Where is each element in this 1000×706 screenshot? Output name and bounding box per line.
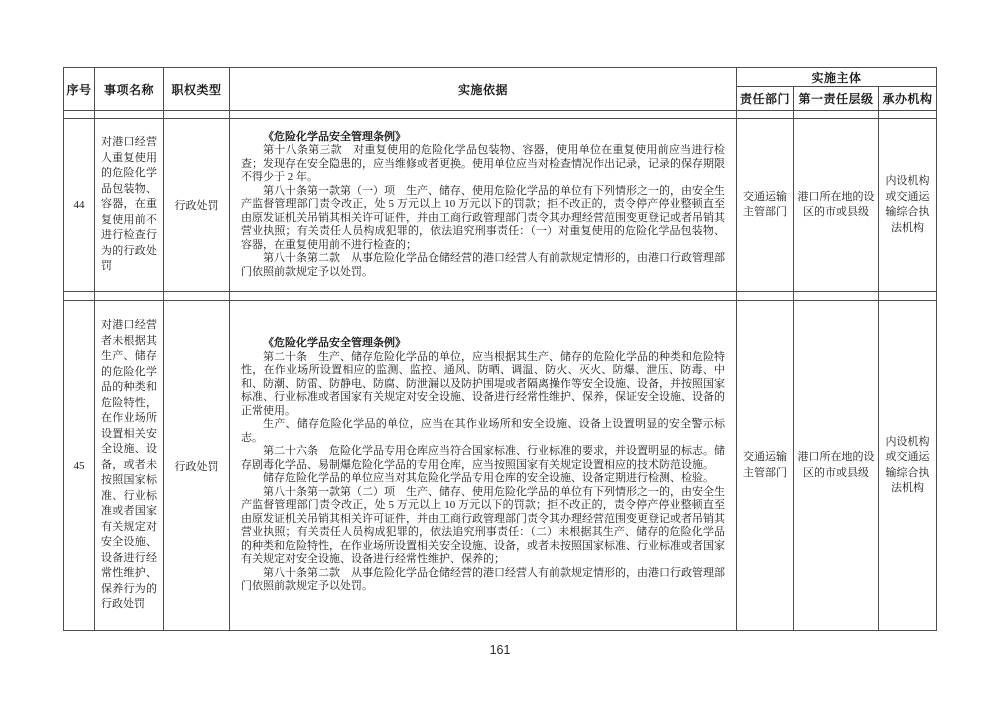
row-gap-segment bbox=[63, 292, 95, 300]
cell-agency bbox=[879, 118, 937, 292]
basis-law-title: 《危险化学品安全管理条例》 bbox=[263, 337, 406, 350]
basis-paragraph: 第八十条第一款第（一）项 生产、储存、使用危险化学品的单位有下列情形之一的，由安全生产监督管理部门责令改正，处 5 万元以上 10 万元以下的罚款；拒不改正的，责令停产停业整顿直至由原发证机关吊销其相关许可证件，并由工商行政管理部门责令其办理经营范围变更登记或者吊销其营业执照；有关责任人员构成犯罪的，依法追究刑事责任：（一）对重复使用的危险化学品包装物、容器，在重复使用前不进行检查的； bbox=[241, 184, 725, 251]
header-item-name: 事项名称 bbox=[95, 67, 164, 111]
basis-law-title: 《危险化学品安全管理条例》 bbox=[263, 130, 406, 143]
basis-paragraph: 生产、储存危险化学品的单位，应当在其作业场所和安全设施、设备上设置明显的安全警示标志。 bbox=[241, 418, 725, 444]
header-level: 第一责任层级 bbox=[794, 87, 879, 111]
cell-dept bbox=[737, 118, 794, 292]
row-gap-segment bbox=[230, 111, 737, 118]
basis-paragraph: 第十八条第三款 对重复使用的危险化学品包装物、容器，使用单位在重复使用前应当进行检查；发现存在安全隐患的，应当维修或者更换。使用单位应当对检查情况作出记录，记录的保存期限不得少于 2 年。 bbox=[241, 144, 725, 184]
basis-paragraph: 第八十条第二款 从事危险化学品仓储经营的港口经营人有前款规定情形的，由港口行政管理部门依照前款规定予以处罚。 bbox=[241, 252, 725, 278]
cell-basis bbox=[230, 118, 737, 292]
header-basis: 实施依据 bbox=[230, 67, 737, 111]
agency-text: 内设机构或交通运输综合执法机构 bbox=[885, 175, 930, 234]
basis-paragraph: 第八十条第一款第（二）项 生产、储存、使用危险化学品的单位有下列情形之一的，由安全生产监督管理部门责令改正，处 5 万元以上 10 万元以下的罚款；拒不改正的，责令停产停业整顿直至由原发证机关吊销其相关许可证件，并由工商行政管理部门责令其办理经营范围变更登记或者吊销其营业执照；有关责任人员构成犯罪的，依法追究刑事责任：（二）未根据其生产、储存的危险化学品的种类和危险特性，在作业场所设置相关安全设施、设备，或者未按照国家标准、行业标准或者国家有关规定对安全设施、设备进行经常性维护、保养的； bbox=[241, 485, 725, 566]
row-gap bbox=[63, 111, 937, 118]
table-row-45 bbox=[63, 300, 937, 631]
row-gap-segment bbox=[794, 292, 879, 300]
row-gap-segment bbox=[737, 111, 794, 118]
cell-index: 45 bbox=[63, 300, 95, 631]
header-power-type: 职权类型 bbox=[164, 67, 230, 111]
basis-paragraph: 第八十条第二款 从事危险化学品仓储经营的港口经营人有前款规定情形的，由港口行政管理部门依照前款规定予以处罚。 bbox=[241, 566, 725, 593]
row-gap-segment bbox=[737, 292, 794, 300]
cell-dept bbox=[737, 300, 794, 631]
header-index: 序号 bbox=[63, 67, 95, 111]
row-gap-segment bbox=[164, 292, 230, 300]
row-gap-segment bbox=[794, 111, 879, 118]
cell-level bbox=[794, 118, 879, 292]
cell-agency bbox=[879, 300, 937, 631]
cell-power-type: 行政处罚 bbox=[164, 118, 230, 292]
cell-index: 44 bbox=[63, 118, 95, 292]
penalty-items-table bbox=[63, 67, 937, 631]
item-name-text: 对港口经营人重复使用的危险化学品包装物、容器，在重复使用前不进行检查行为的行政处罚 bbox=[101, 136, 157, 273]
basis-paragraph: 第二十条 生产、储存危险化学品的单位，应当根据其生产、储存的危险化学品的种类和危险特性，在作业场所设置相应的监测、监控、通风、防晒、调温、防火、灭火、防爆、泄压、防毒、中和、防潮、防雷、防静电、防腐、防泄漏以及防护围堤或者隔离操作等安全设施、设备，并按照国家标准、行业标准或者国家有关规定对安全设施、设备进行经常性维护、保养，保证安全设施、设备的正常使用。 bbox=[241, 350, 725, 417]
level-text: 港口所在地的设区的市或县级 bbox=[797, 451, 875, 479]
table-header bbox=[63, 67, 937, 111]
row-gap-segment bbox=[879, 292, 937, 300]
row-gap-segment bbox=[95, 111, 164, 118]
dept-text: 交通运输主管部门 bbox=[743, 451, 787, 479]
item-name-text: 对港口经营者未根据其生产、储存的危险化学品的种类和危险特性，在作业场所设置相关安全设施、设备，或者未按照国家标准、行业标准或者国家有关规定对安全设施、设备进行经常性维护、保养行为的行政处罚 bbox=[101, 319, 157, 611]
table-row-44 bbox=[63, 118, 937, 292]
cell-power-type: 行政处罚 bbox=[164, 300, 230, 631]
row-gap bbox=[63, 292, 937, 300]
basis-paragraph: 第二十六条 危险化学品专用仓库应当符合国家标准、行业标准的要求，并设置明显的标志。储存剧毒化学品、易制爆危险化学品的专用仓库，应当按照国家有关规定设置相应的技术防范设施。 bbox=[241, 445, 725, 471]
row-gap-segment bbox=[63, 111, 95, 118]
row-gap-segment bbox=[879, 111, 937, 118]
row-gap-segment bbox=[230, 292, 737, 300]
cell-item-name bbox=[95, 300, 164, 631]
level-text: 港口所在地的设区的市或县级 bbox=[797, 190, 875, 218]
dept-text: 交通运输主管部门 bbox=[743, 190, 787, 218]
header-agency: 承办机构 bbox=[879, 87, 937, 111]
agency-text: 内设机构或交通运输综合执法机构 bbox=[885, 435, 930, 494]
cell-level bbox=[794, 300, 879, 631]
basis-paragraph: 储存危险化学品的单位应当对其危险化学品专用仓库的安全设施、设备定期进行检测、检验。 bbox=[263, 472, 714, 485]
row-gap-segment bbox=[164, 111, 230, 118]
header-subject-group: 实施主体 bbox=[737, 67, 937, 87]
cell-basis bbox=[230, 300, 737, 631]
header-dept: 责任部门 bbox=[737, 87, 794, 111]
row-gap-segment bbox=[95, 292, 164, 300]
page-number: 161 bbox=[489, 643, 511, 657]
cell-item-name bbox=[95, 118, 164, 292]
